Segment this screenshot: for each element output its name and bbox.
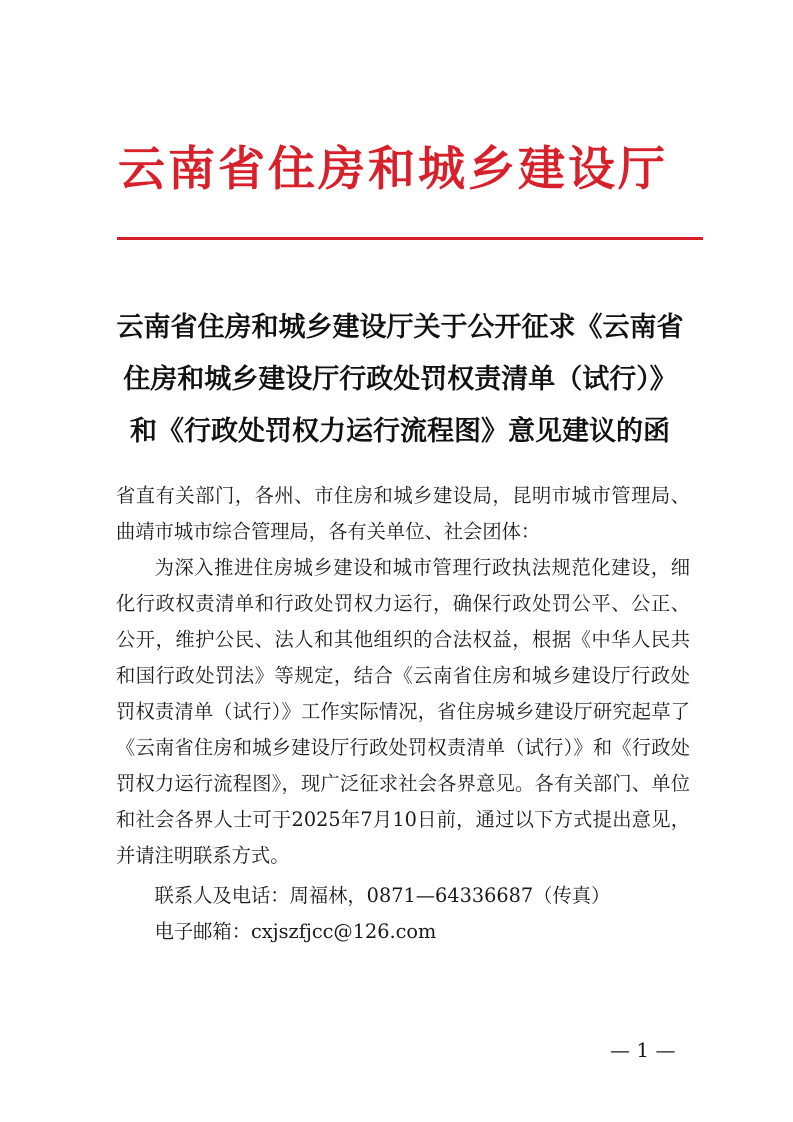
contact-phone-line: 联系人及电话：周福林，0871—64336687（传真） <box>154 884 611 907</box>
main-paragraph: 为深入推进住房城乡建设和城市管理行政执法规范化建设，细化行政权责清单和行政处罚权力运行，确保行政处罚公平、公正、公开，维护公民、法人和其他组织的合法权益，根据《中华人民共和国行政处罚法》等规定，结合《云南省住房和城乡建设厅行政处罚权责清单（试行）》工作实际情况，省住房城乡建设厅研究起草了《云南省住房和城乡建设厅行政处罚权责清单（试行）》和《行政处罚权力运行流程图》，现广泛征求社会各界意见。各有关部门、单位和社会各界人士可于2025年7月10日前，通过以下方式提出意见，并请注明联系方式。 <box>116 556 690 867</box>
title-line-3: 和《行政处罚权力运行流程图》意见建议的函 <box>130 416 670 447</box>
document-body <box>116 478 690 950</box>
red-divider-line <box>117 237 703 240</box>
page-number: — 1 — <box>610 1038 676 1062</box>
organization-header: 云南省住房和城乡建设厅 <box>118 142 668 197</box>
contact-email-line: 电子邮箱：cxjszfjcc@126.com <box>154 920 437 943</box>
title-line-1: 云南省住房和城乡建设厅关于公开征求《云南省 <box>116 312 684 343</box>
addressee-paragraph: 省直有关部门，各州、市住房和城乡建设局，昆明市城市管理局、曲靖市城市综合管理局，各有关单位、社会团体： <box>116 484 690 543</box>
document-title <box>110 302 690 458</box>
title-line-2: 住房和城乡建设厅行政处罚权责清单（试行）》 <box>123 364 677 395</box>
